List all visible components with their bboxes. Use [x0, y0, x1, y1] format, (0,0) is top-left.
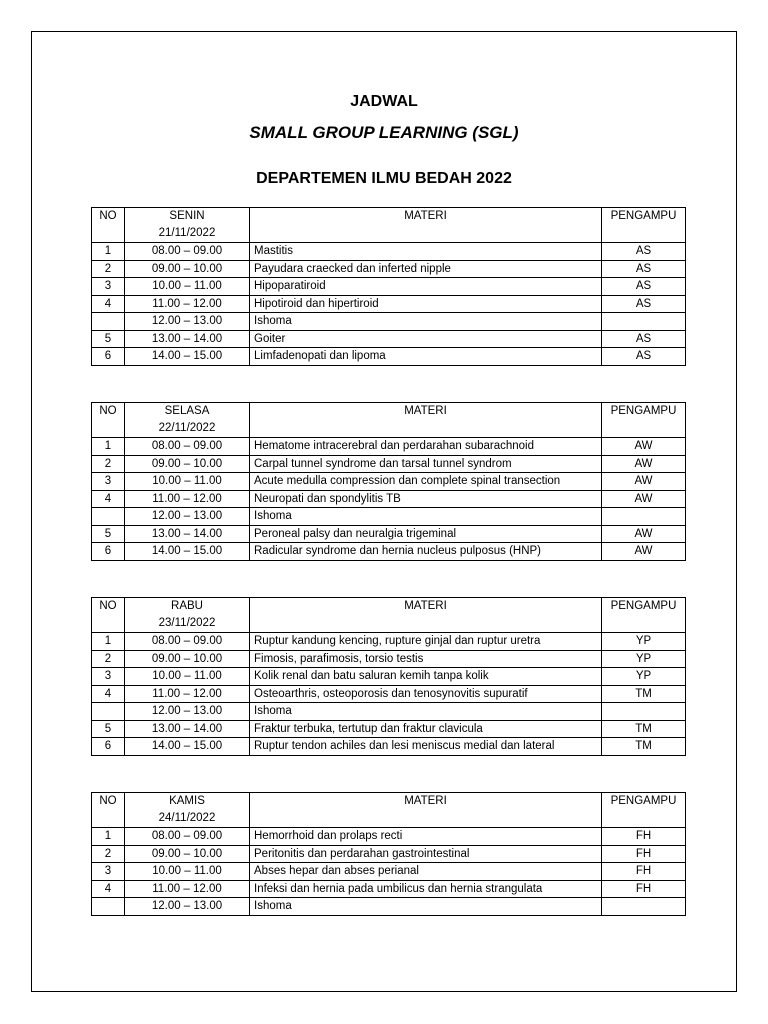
row-materi: Ishoma — [250, 313, 602, 331]
row-materi: Fimosis, parafimosis, torsio testis — [250, 650, 602, 668]
row-time: 12.00 – 13.00 — [125, 898, 250, 916]
row-time: 09.00 – 10.00 — [125, 260, 250, 278]
row-pengampu: AW — [602, 490, 686, 508]
column-header-pengampu: PENGAMPU — [602, 598, 686, 633]
table-row — [92, 330, 686, 348]
row-materi: Ruptur kandung kencing, rupture ginjal dan ruptur uretra — [250, 633, 602, 651]
column-header-day — [125, 598, 250, 633]
table-row — [92, 313, 686, 331]
schedule-table-kamis — [91, 792, 686, 916]
row-pengampu: AS — [602, 330, 686, 348]
row-pengampu: YP — [602, 668, 686, 686]
row-materi: Hemorrhoid dan prolaps recti — [250, 828, 602, 846]
table-row — [92, 650, 686, 668]
row-time: 09.00 – 10.00 — [125, 455, 250, 473]
column-header-materi: MATERI — [250, 403, 602, 438]
row-pengampu: FH — [602, 828, 686, 846]
day-name: KAMIS — [169, 795, 205, 807]
row-materi: Neuropati dan spondylitis TB — [250, 490, 602, 508]
day-date: 22/11/2022 — [158, 422, 216, 434]
row-time: 12.00 – 13.00 — [125, 703, 250, 721]
table-row — [92, 490, 686, 508]
row-no: 2 — [92, 845, 125, 863]
table-row — [92, 438, 686, 456]
row-materi: Infeksi dan hernia pada umbilicus dan hernia strangulata — [250, 880, 602, 898]
day-name: SELASA — [164, 405, 210, 417]
row-time: 12.00 – 13.00 — [125, 508, 250, 526]
row-pengampu — [602, 898, 686, 916]
row-materi: Ishoma — [250, 703, 602, 721]
document-subtitle: SMALL GROUP LEARNING (SGL) — [249, 123, 519, 142]
row-no: 1 — [92, 243, 125, 261]
row-no: 6 — [92, 738, 125, 756]
row-pengampu: AS — [602, 243, 686, 261]
table-row — [92, 278, 686, 296]
row-materi: Ruptur tendon achiles dan lesi meniscus medial dan lateral — [250, 738, 602, 756]
row-time: 08.00 – 09.00 — [125, 828, 250, 846]
column-header-no: NO — [92, 598, 125, 633]
row-no: 3 — [92, 668, 125, 686]
table-row — [92, 738, 686, 756]
row-materi: Mastitis — [250, 243, 602, 261]
row-time: 11.00 – 12.00 — [125, 880, 250, 898]
row-pengampu — [602, 703, 686, 721]
row-pengampu: YP — [602, 650, 686, 668]
row-materi: Peritonitis dan perdarahan gastrointestinal — [250, 845, 602, 863]
row-no: 3 — [92, 863, 125, 881]
row-materi: Peroneal palsy dan neuralgia trigeminal — [250, 525, 602, 543]
column-header-day — [125, 208, 250, 243]
row-pengampu: FH — [602, 863, 686, 881]
department-title: DEPARTEMEN ILMU BEDAH 2022 — [256, 170, 512, 187]
table-row — [92, 473, 686, 491]
row-materi: Osteoarthris, osteoporosis dan tenosynovitis supuratif — [250, 685, 602, 703]
row-time: 10.00 – 11.00 — [125, 278, 250, 296]
row-time: 14.00 – 15.00 — [125, 543, 250, 561]
day-date: 24/11/2022 — [158, 812, 216, 824]
row-pengampu: AS — [602, 348, 686, 366]
row-no: 4 — [92, 490, 125, 508]
row-pengampu: AW — [602, 525, 686, 543]
row-no: 1 — [92, 828, 125, 846]
row-materi: Ishoma — [250, 508, 602, 526]
row-pengampu: YP — [602, 633, 686, 651]
document-title: JADWAL — [350, 93, 418, 110]
row-time: 10.00 – 11.00 — [125, 863, 250, 881]
row-time: 13.00 – 14.00 — [125, 720, 250, 738]
row-no — [92, 898, 125, 916]
table-row — [92, 260, 686, 278]
row-materi: Ishoma — [250, 898, 602, 916]
row-materi: Hipoparatiroid — [250, 278, 602, 296]
row-materi: Hipotiroid dan hipertiroid — [250, 295, 602, 313]
table-header-row — [92, 403, 686, 438]
column-header-no: NO — [92, 208, 125, 243]
table-row — [92, 295, 686, 313]
table-row — [92, 525, 686, 543]
row-no: 2 — [92, 650, 125, 668]
row-pengampu: TM — [602, 720, 686, 738]
table-row — [92, 685, 686, 703]
row-materi: Payudara craecked dan inferted nipple — [250, 260, 602, 278]
row-pengampu: AS — [602, 260, 686, 278]
column-header-day — [125, 403, 250, 438]
row-time: 10.00 – 11.00 — [125, 473, 250, 491]
row-pengampu: FH — [602, 845, 686, 863]
row-time: 08.00 – 09.00 — [125, 438, 250, 456]
row-time: 11.00 – 12.00 — [125, 685, 250, 703]
row-time: 11.00 – 12.00 — [125, 295, 250, 313]
row-time: 13.00 – 14.00 — [125, 330, 250, 348]
row-materi: Acute medulla compression dan complete spinal transection — [250, 473, 602, 491]
row-time: 11.00 – 12.00 — [125, 490, 250, 508]
column-header-pengampu: PENGAMPU — [602, 208, 686, 243]
table-row — [92, 845, 686, 863]
row-materi: Fraktur terbuka, tertutup dan fraktur clavicula — [250, 720, 602, 738]
row-materi: Carpal tunnel syndrome dan tarsal tunnel syndrom — [250, 455, 602, 473]
row-no: 2 — [92, 260, 125, 278]
row-time: 08.00 – 09.00 — [125, 633, 250, 651]
row-pengampu: AW — [602, 473, 686, 491]
row-no — [92, 703, 125, 721]
column-header-day — [125, 793, 250, 828]
row-no: 4 — [92, 295, 125, 313]
table-row — [92, 703, 686, 721]
column-header-no: NO — [92, 403, 125, 438]
schedule-table-rabu — [91, 597, 686, 756]
table-header-row — [92, 598, 686, 633]
column-header-materi: MATERI — [250, 208, 602, 243]
column-header-pengampu: PENGAMPU — [602, 403, 686, 438]
table-row — [92, 543, 686, 561]
day-date: 21/11/2022 — [158, 227, 216, 239]
row-pengampu: AS — [602, 295, 686, 313]
row-no: 4 — [92, 880, 125, 898]
row-no: 5 — [92, 720, 125, 738]
table-row — [92, 633, 686, 651]
row-no: 1 — [92, 438, 125, 456]
day-name: SENIN — [169, 210, 205, 222]
row-no: 5 — [92, 330, 125, 348]
row-materi: Goiter — [250, 330, 602, 348]
row-time: 09.00 – 10.00 — [125, 845, 250, 863]
table-header-row — [92, 208, 686, 243]
row-no: 1 — [92, 633, 125, 651]
row-pengampu: TM — [602, 685, 686, 703]
row-materi: Limfadenopati dan lipoma — [250, 348, 602, 366]
row-no: 4 — [92, 685, 125, 703]
column-header-materi: MATERI — [250, 793, 602, 828]
row-no — [92, 508, 125, 526]
row-materi: Radicular syndrome dan hernia nucleus pulposus (HNP) — [250, 543, 602, 561]
schedule-table-selasa — [91, 402, 686, 561]
table-row — [92, 863, 686, 881]
row-pengampu: TM — [602, 738, 686, 756]
table-row — [92, 348, 686, 366]
row-no: 2 — [92, 455, 125, 473]
row-pengampu: AS — [602, 278, 686, 296]
table-row — [92, 668, 686, 686]
column-header-materi: MATERI — [250, 598, 602, 633]
row-no — [92, 313, 125, 331]
row-pengampu — [602, 313, 686, 331]
row-no: 3 — [92, 473, 125, 491]
day-date: 23/11/2022 — [158, 617, 216, 629]
row-materi: Kolik renal dan batu saluran kemih tanpa kolik — [250, 668, 602, 686]
table-header-row — [92, 793, 686, 828]
table-row — [92, 455, 686, 473]
table-row — [92, 720, 686, 738]
row-time: 14.00 – 15.00 — [125, 738, 250, 756]
table-row — [92, 898, 686, 916]
row-time: 12.00 – 13.00 — [125, 313, 250, 331]
row-no: 6 — [92, 543, 125, 561]
row-materi: Abses hepar dan abses perianal — [250, 863, 602, 881]
row-pengampu: AW — [602, 543, 686, 561]
row-pengampu: FH — [602, 880, 686, 898]
row-no: 5 — [92, 525, 125, 543]
day-name: RABU — [171, 600, 203, 612]
row-time: 08.00 – 09.00 — [125, 243, 250, 261]
row-time: 13.00 – 14.00 — [125, 525, 250, 543]
table-row — [92, 243, 686, 261]
row-no: 3 — [92, 278, 125, 296]
table-row — [92, 828, 686, 846]
table-row — [92, 508, 686, 526]
row-pengampu — [602, 508, 686, 526]
row-pengampu: AW — [602, 455, 686, 473]
row-time: 09.00 – 10.00 — [125, 650, 250, 668]
row-materi: Hematome intracerebral dan perdarahan subarachnoid — [250, 438, 602, 456]
row-no: 6 — [92, 348, 125, 366]
row-time: 14.00 – 15.00 — [125, 348, 250, 366]
column-header-no: NO — [92, 793, 125, 828]
table-row — [92, 880, 686, 898]
row-pengampu: AW — [602, 438, 686, 456]
column-header-pengampu: PENGAMPU — [602, 793, 686, 828]
schedule-table-senin — [91, 207, 686, 366]
row-time: 10.00 – 11.00 — [125, 668, 250, 686]
